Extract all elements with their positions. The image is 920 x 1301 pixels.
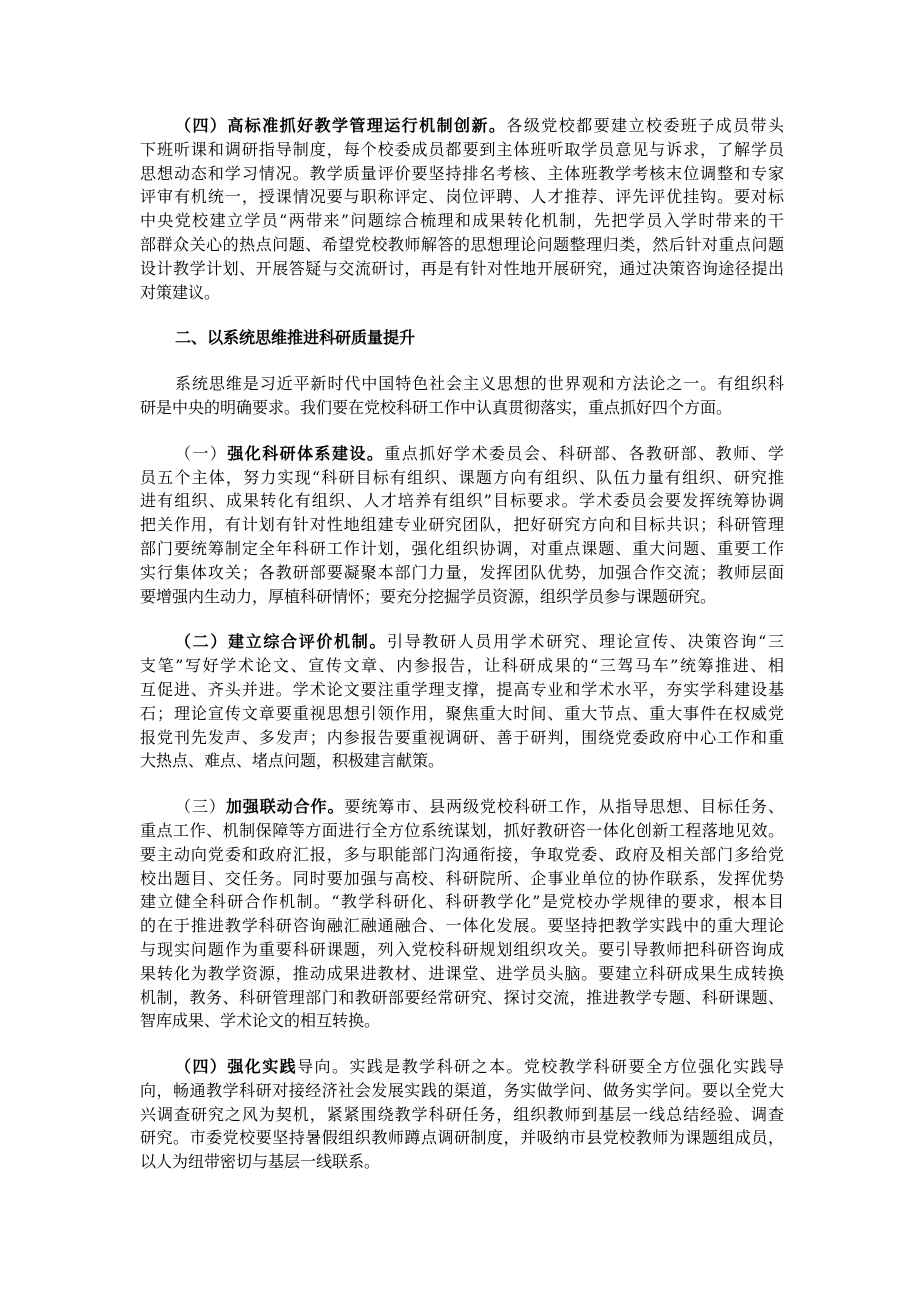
paragraph-line: 要主动向党委和政府汇报，多与职能部门沟通衔接，争取党委、政府及相关部门多给党 [140,844,784,864]
paragraph-line: 机制，教务、科研管理部门和教研部要经常研究、探讨交流，推进教学专题、科研课题、 [140,987,784,1007]
paragraph-line [140,795,784,819]
paragraph-number: （三） [175,797,226,817]
paragraph-line: 报党刊先发声、多发声；内参报告要重视调研、善于研判，围绕党委政府中心工作和重 [140,727,784,747]
paragraph-line: 系统思维是习近平新时代中国特色社会主义思想的世界观和方法论之一。有组织科 [175,374,784,394]
paragraph-line: 支笔”写好学术论文、宣传文章、内参报告，让科研成果的“三驾马车”统筹推进、相 [140,656,784,676]
paragraph-line: 对策建议。 [140,282,221,302]
paragraph-line: 中央党校建立学员“两带来”问题综合梳理和成果转化机制，先把学员入学时带来的干 [140,211,784,231]
paragraph-line: 的在于推进教学科研咨询融汇融通融合、一体化发展。要坚持把教学实践中的重大理论 [140,916,784,936]
paragraph-lead: 强化科研体系建设。 [227,443,385,463]
paragraph-text: 要统筹市、县两级党校科研工作，从指导思想、目标任务、 [344,797,784,817]
paragraph-cooperation [140,795,784,1033]
paragraph-line: 下班听课和调研指导制度，每个校委成员都要到主体班听取学员意见与诉求，了解学员 [140,139,784,159]
paragraph-line: 部群众关心的热点问题、希望党校教师解答的思想理论问题整理归类，然后针对重点问题 [140,234,784,254]
paragraph-lead: （四）强化实践 [175,1057,298,1077]
paragraph-text: 重点抓好学术委员会、科研部、各教研部、教师、学 [384,443,784,463]
paragraph-practice [140,1055,784,1174]
section-heading: 二、以系统思维推进科研质量提升 [175,328,416,348]
paragraph-text: 导向。实践是教学科研之本。党校教学科研要全方位强化实践导 [297,1057,784,1077]
paragraph-line [140,1055,784,1079]
paragraph-line: 员五个主体，努力实现“科研目标有组织、课题方向有组织、队伍力量有组织、研究推 [140,467,784,487]
paragraph-line: 研是中央的明确要求。我们要在党校科研工作中认真贯彻落实，重点抓好四个方面。 [140,397,733,417]
paragraph-text: 引导教研人员用学术研究、理论宣传、决策咨询“三 [387,632,784,652]
paragraph-evaluation [140,630,784,773]
paragraph-line [140,630,784,654]
document-body [140,114,784,1196]
paragraph-line: 要增强内生动力，厚植科研情怀；要充分挖掘学员资源，组织学员参与课题研究。 [140,586,717,606]
paragraph-line: 大热点、难点、堵点问题，积极建言献策。 [140,751,445,771]
paragraph-number: （一） [175,443,228,463]
paragraph-line: 与现实问题作为重要科研课题，列入党校科研规划组织攻关。要引导教师把科研咨询成 [140,939,784,959]
paragraph-line [140,442,784,466]
paragraph-line: 进有组织、成果转化有组织、人才培养有组织”目标要求。学术委员会要发挥统筹协调 [140,491,784,511]
paragraph-line: 智库成果、学术论文的相互转换。 [140,1011,381,1031]
paragraph-line: 研究。市委党校要坚持暑假组织教师蹲点调研制度，并吸纳市县党校教师为课题组成员， [140,1128,784,1148]
paragraph-line: 建立健全科研合作机制。“教学科研化、科研教学化”是党校办学规律的要求，根本目 [140,892,784,912]
paragraph-line: 果转化为教学资源，推动成果进教材、进课堂、进学员头脑。要建立科研成果生成转换 [140,963,784,983]
paragraph-line: 以人为纽带密切与基层一线联系。 [140,1152,381,1172]
paragraph-line: 兴调查研究之风为契机，紧紧围绕教学科研任务，组织教师到基层一线总结经验、调查 [140,1104,784,1124]
paragraph-line: 评审有机统一，授课情况要与职称评定、岗位评聘、人才推荐、评先评优挂钩。要对标 [140,187,784,207]
paragraph-intro [140,372,784,420]
paragraph-line [140,114,784,138]
paragraph-lead: 加强联动合作。 [225,797,345,817]
paragraph-lead: （四）高标准抓好教学管理运行机制创新。 [175,116,507,135]
paragraph-text: 各级党校都要建立校委班子成员带头 [506,116,784,135]
paragraph-line: 设计教学计划、开展答疑与交流研讨，再是有针对性地开展研究，通过决策咨询途径提出 [140,258,784,278]
paragraph-research-system [140,442,784,609]
paragraph-line: 校出题目、交任务。同时要加强与高校、科研院所、企事业单位的协作联系，发挥优势 [140,868,784,888]
paragraph-line: 部门要统筹制定全年科研工作计划，强化组织协调，对重点课题、重大问题、重要工作 [140,538,784,558]
paragraph-line: 向，畅通教学科研对接经济社会发展实践的渠道，务实做学问、做务实学问。要以全党大 [140,1080,784,1100]
paragraph-line: 实行集体攻关；各教研部要凝聚本部门力量，发挥团队优势，加强合作交流；教师层面 [140,562,784,582]
paragraph-teaching-management [140,114,784,304]
paragraph-lead: （二）建立综合评价机制。 [175,632,388,652]
paragraph-line: 互促进、齐头并进。学术论文要注重学理支撑，提高专业和学术水平，夯实学科建设基 [140,679,784,699]
paragraph-line: 把关作用，有计划有针对性地组建专业研究团队，把好研究方向和目标共识；科研管理 [140,515,784,535]
paragraph-line: 石；理论宣传文章要重视思想引领作用，聚焦重大时间、重大节点、重大事件在权威党 [140,703,784,723]
paragraph-line: 思想动态和学习情况。教学质量评价要坚持排名考核、主体班教学考核末位调整和专家 [140,163,784,183]
paragraph-line: 重点工作、机制保障等方面进行全方位系统谋划，抓好教研咨一体化创新工程落地见效。 [140,820,784,840]
